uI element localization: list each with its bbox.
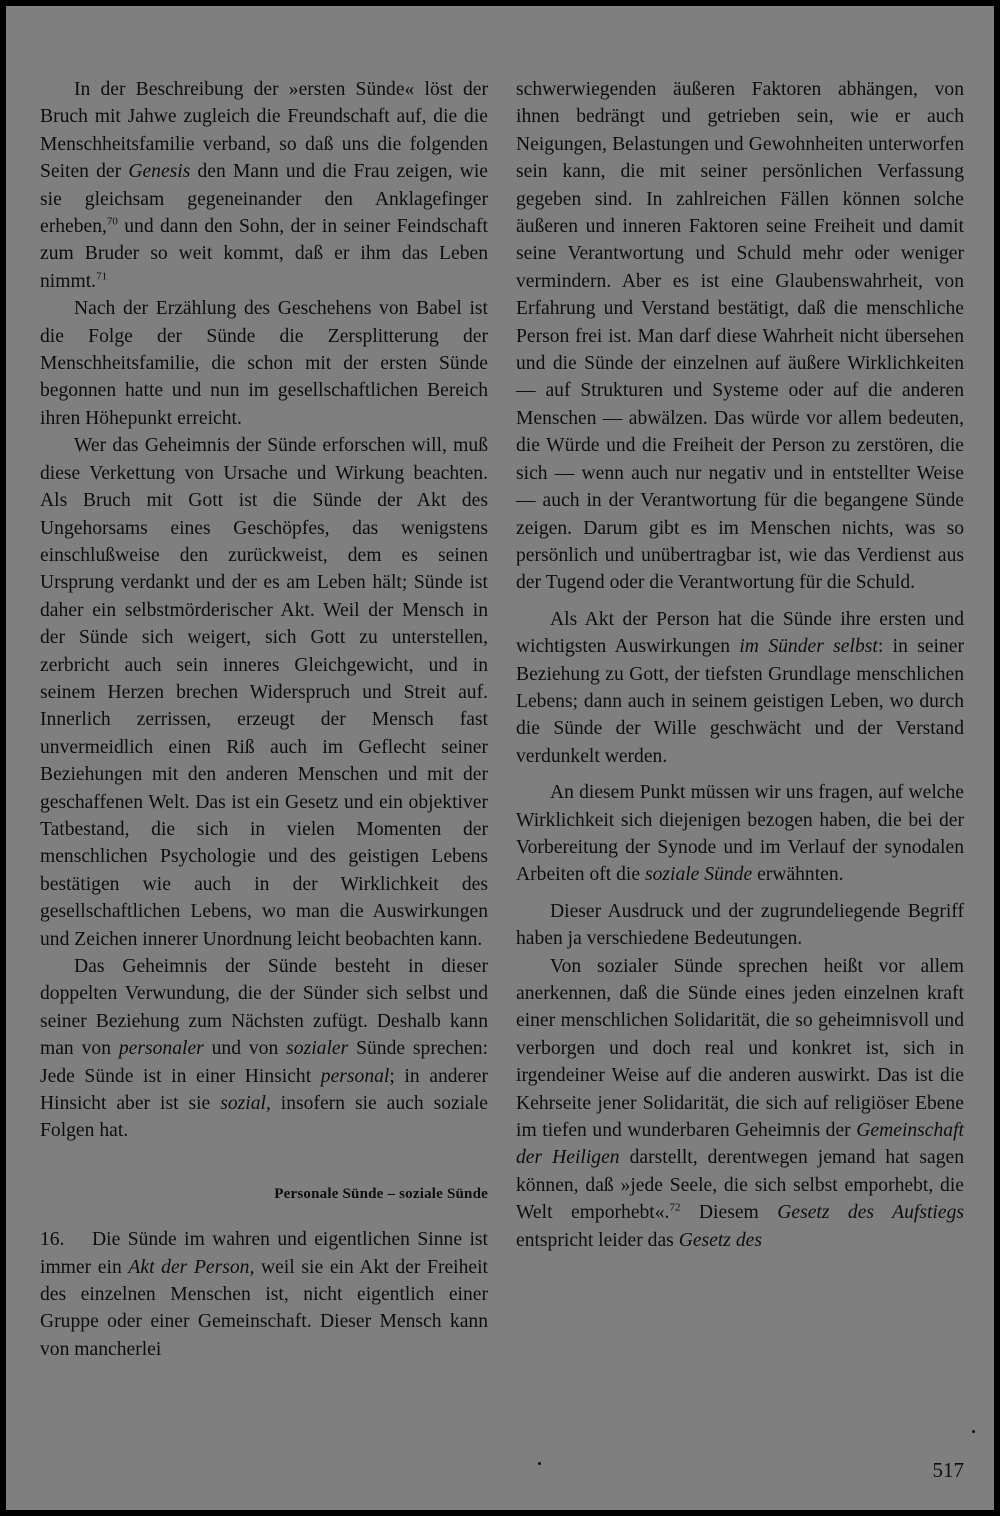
- speck-mark: [972, 1430, 975, 1433]
- footnote-ref: 70: [106, 215, 118, 228]
- paragraph: An diesem Punkt müssen wir uns fragen, auf welche Wirklichkeit sich diejenigen bezogen haben, die bei der Vorbereitung der Synode und im Verlauf der synodalen Arbeiten oft die soziale Sünde erwähnten.: [516, 782, 964, 886]
- paragraph: Nach der Erzählung des Geschehens von Babel ist die Folge der Sünde die Zersplitterung der Menschheitsfamilie, die schon mit der ersten Sünde begonnen hatte und nun im gesellschaftlichen Bereich ihren Höhepunkt erreicht.: [40, 298, 488, 429]
- paragraph: In der Beschreibung der »ersten Sünde« löst der Bruch mit Jahwe zugleich die Freundschaft auf, die die Menschheitsfamilie verband, so daß uns die folgenden Seiten der Genesis den Mann und die Frau zeigen, wie sie gleichsam gegeneinander den Anklagefinger erheben,$^{70}$ und dann den Sohn, der in seiner Feindschaft zum Bruder so weit kommt, daß er ihm das Leben nimmt.$^{71}$: [40, 79, 488, 292]
- paragraph: Wer das Geheimnis der Sünde erforschen will, muß diese Verkettung von Ursache und Wirkung beachten. Als Bruch mit Gott ist die Sünde der Akt des Ungehorsams eines Geschöpfes, das wenigstens einschlußweise den zurückweist, dem es seinen Ursprung verdankt und der es am Leben hält; Sünde ist daher ein selbstmörderischer Akt. Weil der Mensch in der Sünde sich weigert, sich Gott zu unterstellen, zerbricht auch sein inneres Gleichgewicht, und in seinem Herzen brechen Widerspruch und Streit auf. Innerlich zerrissen, erzeugt der Mensch fast unvermeidlich einen Riß auch im Geflecht seiner Beziehungen mit den anderen Menschen und mit der geschaffenen Welt. Das ist ein Gesetz und ein objektiver Tatbestand, die sich in vielen Momenten der menschlichen Psychologie und des geistigen Lebens bestätigen wie auch in der Wirklichkeit des gesellschaftlichen Lebens, wo man die Auswirkungen und Zeichen innerer Unordnung leicht beobachten kann.: [40, 435, 488, 950]
- paragraph: 16. Die Sünde im wahren und eigentlichen Sinne ist immer ein Akt der Person, weil sie ein Akt der Freiheit des einzelnen Menschen ist, nicht eigentlich einer Gruppe oder einer Gemeinschaft. Dieser Mensch kann von mancherlei: [40, 1226, 488, 1363]
- paragraph: Dieser Ausdruck und der zugrundeliegende Begriff haben ja verschiedene Bedeutungen.: [516, 900, 964, 950]
- right-column: [516, 76, 964, 1254]
- left-column: [40, 76, 488, 1363]
- paragraph: Als Akt der Person hat die Sünde ihre ersten und wichtigsten Auswirkungen im Sünder selbst: in seiner Beziehung zu Gott, der tiefsten Grundlage menschlichen Lebens; dann auch in seinem geistigen Leben, wo durch die Sünde der Wille geschwächt und der Verstand verdunkelt werden.: [516, 608, 965, 767]
- footnote-ref: 71: [96, 270, 108, 283]
- page-number: 517: [932, 1458, 964, 1482]
- paragraph: Von sozialer Sünde sprechen heißt vor allem anerkennen, daß die Sünde eines jeden einzelnen kraft einer menschlichen Solidarität, die so geheimnisvoll und verborgen und doch real und konkret ist, sich in irgendeiner Weise auf die anderen auswirkt. Das ist die Kehrseite jener Solidarität, die sich auf religiöser Ebene im tiefen und wunderbaren Geheimnis der Gemeinschaft der Heiligen darstellt, derentwegen jemand hat sagen können, daß »jede Seele, die sich selbst emporhebt, die Welt emporhebt«.$^{72}$ Diesem Gesetz des Aufstiegs entspricht leider das Gesetz des: [516, 955, 964, 1251]
- section-heading: Personale Sünde – soziale Sünde: [274, 1185, 488, 1202]
- paragraph: Das Geheimnis der Sünde besteht in dieser doppelten Verwundung, die der Sünder sich selbst und seiner Beziehung zum Nächsten zufügt. Deshalb kann man von personaler und von sozialer Sünde sprechen: Jede Sünde ist in einer Hinsicht personal; in anderer Hinsicht aber ist sie sozial, insofern sie auch soziale Folgen hat.: [40, 956, 489, 1142]
- speck-mark: [538, 1462, 541, 1465]
- paragraph: schwerwiegenden äußeren Faktoren abhängen, von ihnen bedrängt und getrieben sein, wie er auch Neigungen, Belastungen und Gewohnheiten unterworfen sein kann, die mit seiner persönlichen Verfassung gegeben sind. In zahlreichen Fällen können solche äußeren und inneren Faktoren seine Freiheit und damit seine Verantwortung und Schuld mehr oder weniger vermindern. Aber es ist eine Glaubenswahrheit, von Erfahrung und Verstand bestätigt, daß die menschliche Person frei ist. Man darf diese Wahrheit nicht übersehen und die Sünde der einzelnen auf äußere Wirklichkeiten — auf Strukturen und Systeme oder auf die anderen Menschen — abwälzen. Das würde vor allem bedeuten, die Würde und die Freiheit der Person zu zerstören, die sich — wenn auch nur negativ und in entstellter Weise — auch in der Verantwortung für die begangene Sünde zeigen. Darum gibt es im Menschen nichts, was so persönlich und unübertragbar ist, wie das Verdienst aus der Tugend oder die Verantwortung für die Schuld.: [516, 79, 964, 594]
- section-number: 16.: [40, 1229, 65, 1251]
- footnote-ref: 72: [669, 1201, 681, 1214]
